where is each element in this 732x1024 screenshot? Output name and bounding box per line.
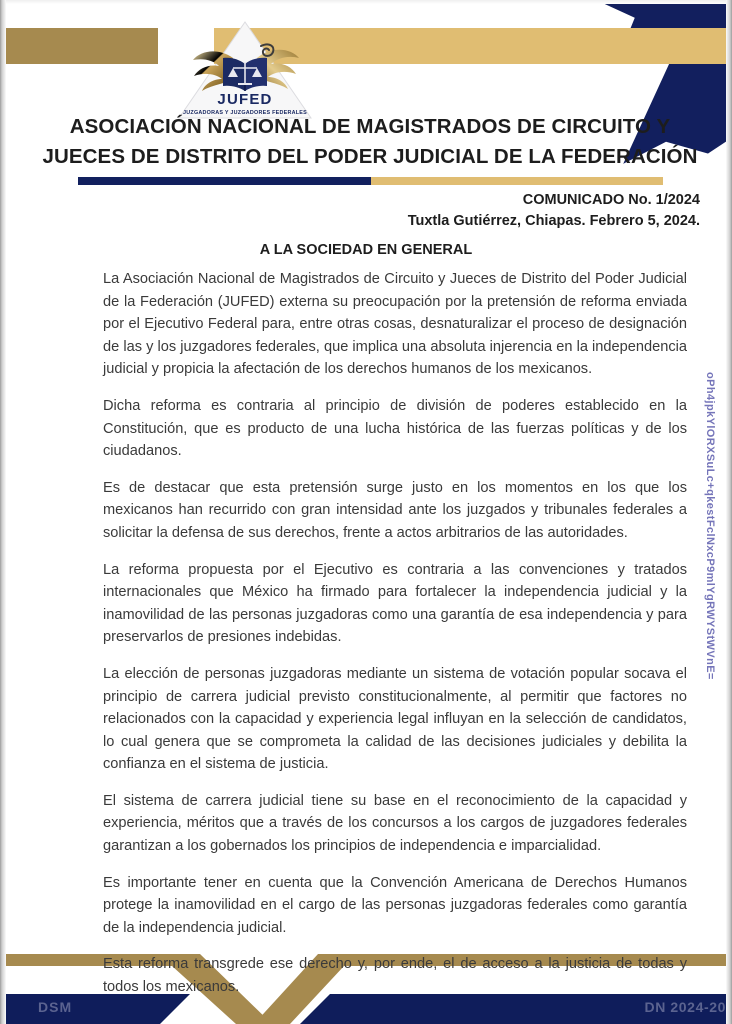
- comunicado-number: COMUNICADO No. 1/2024: [522, 192, 700, 208]
- page-edge-left: [0, 0, 6, 1024]
- paragraph-8: Esta reforma transgrede ese derecho y, por ende, el de acceso a la justicia de todas y todos los mexicanos.: [103, 956, 687, 996]
- title-line-2: JUECES DE DISTRITO DEL PODER JUDICIAL DE LA FEDERACIÓN: [42, 145, 698, 168]
- paragraph-4: La reforma propuesta por el Ejecutivo es contraria a las convenciones y tratados internacionales que México ha firmado para fortalecer la independencia judicial y la inamovilidad de las personas juzgadoras como una garantía de esa independencia y para preservarlos de presiones indebidas.: [103, 561, 687, 646]
- paragraph-3: Es de destacar que esta pretensión surge justo en los momentos en los que los mexicanos han recurrido con gran intensidad ante los juzgados y tribunales federales a solicitar la defensa de sus derechos, frente a actos arbitrarios de las autoridades.: [103, 479, 687, 541]
- title-line-1: ASOCIACIÓN NACIONAL DE MAGISTRADOS DE CIRCUITO Y: [69, 115, 671, 138]
- jufed-logo: [175, 18, 315, 123]
- divider-navy-half: [78, 177, 371, 185]
- paragraph-2: Dicha reforma es contraria al principio de división de poderes establecido en la Constitución, que es producto de una lucha histórica de las fuerzas políticas y de los ciudadanos.: [103, 397, 687, 460]
- title-divider: [78, 177, 663, 185]
- paragraph-7: Es importante tener en cuenta que la Convención Americana de Derechos Humanos protege la inamovilidad en el cargo de las personas juzgadoras federales como garantía de la independencia judicial.: [103, 874, 687, 936]
- comunicado-meta: [408, 190, 700, 232]
- page-edge-right: [726, 0, 732, 1024]
- vertical-watermark-hash: oPh4jpkYlORXSuLc+qkestFclNxcP9mlYgRWYStWVnE=: [704, 372, 716, 680]
- paragraph-1: La Asociación Nacional de Magistrados de Circuito y Jueces de Distrito del Poder Judicial de la Federación (JUFED) externa su preocupación por la pretensión de reforma enviada por el Ejecutivo Federal para, entre otras cosas, desnaturalizar el proceso de designación de las y los juzgadores federales, que implica una absoluta injerencia en la independencia judicial y propicia la afectación de los derechos humanos de los mexicanos.: [103, 271, 687, 378]
- footer-code-right: DN 2024-20: [644, 999, 726, 1015]
- addressee-heading: A LA SOCIEDAD EN GENERAL: [259, 242, 473, 258]
- logo-acronym: JUFED: [217, 91, 273, 108]
- body-copy: [103, 268, 687, 999]
- header-gold-bar-left: [6, 28, 158, 64]
- paragraph-6: El sistema de carrera judicial tiene su base en el reconocimiento de la capacidad y experiencia, méritos que a través de los concursos a los cargos de juzgadores federales garantizan a los gobernados los principios de independencia e imparcialidad.: [103, 792, 687, 855]
- divider-gold-half: [371, 177, 664, 185]
- paragraph-5: La elección de personas juzgadoras mediante un sistema de votación popular socava el principio de carrera judicial previsto constitucionalmente, al permitir que factores no relacionados con la capacidad y experiencia legal influyan en la selección de candidatos, lo cual genera que se comprometa la calidad de las decisiones judiciales y debilita la confianza en el sistema de justicia.: [103, 665, 687, 773]
- logo-subtitle: JUZGADORAS Y JUZGADORES FEDERALES: [183, 110, 307, 116]
- document-title: [40, 112, 700, 172]
- comunicado-place-date: Tuxtla Gutiérrez, Chiapas. Febrero 5, 2024.: [407, 213, 700, 229]
- footer-code-left: DSM: [38, 999, 73, 1015]
